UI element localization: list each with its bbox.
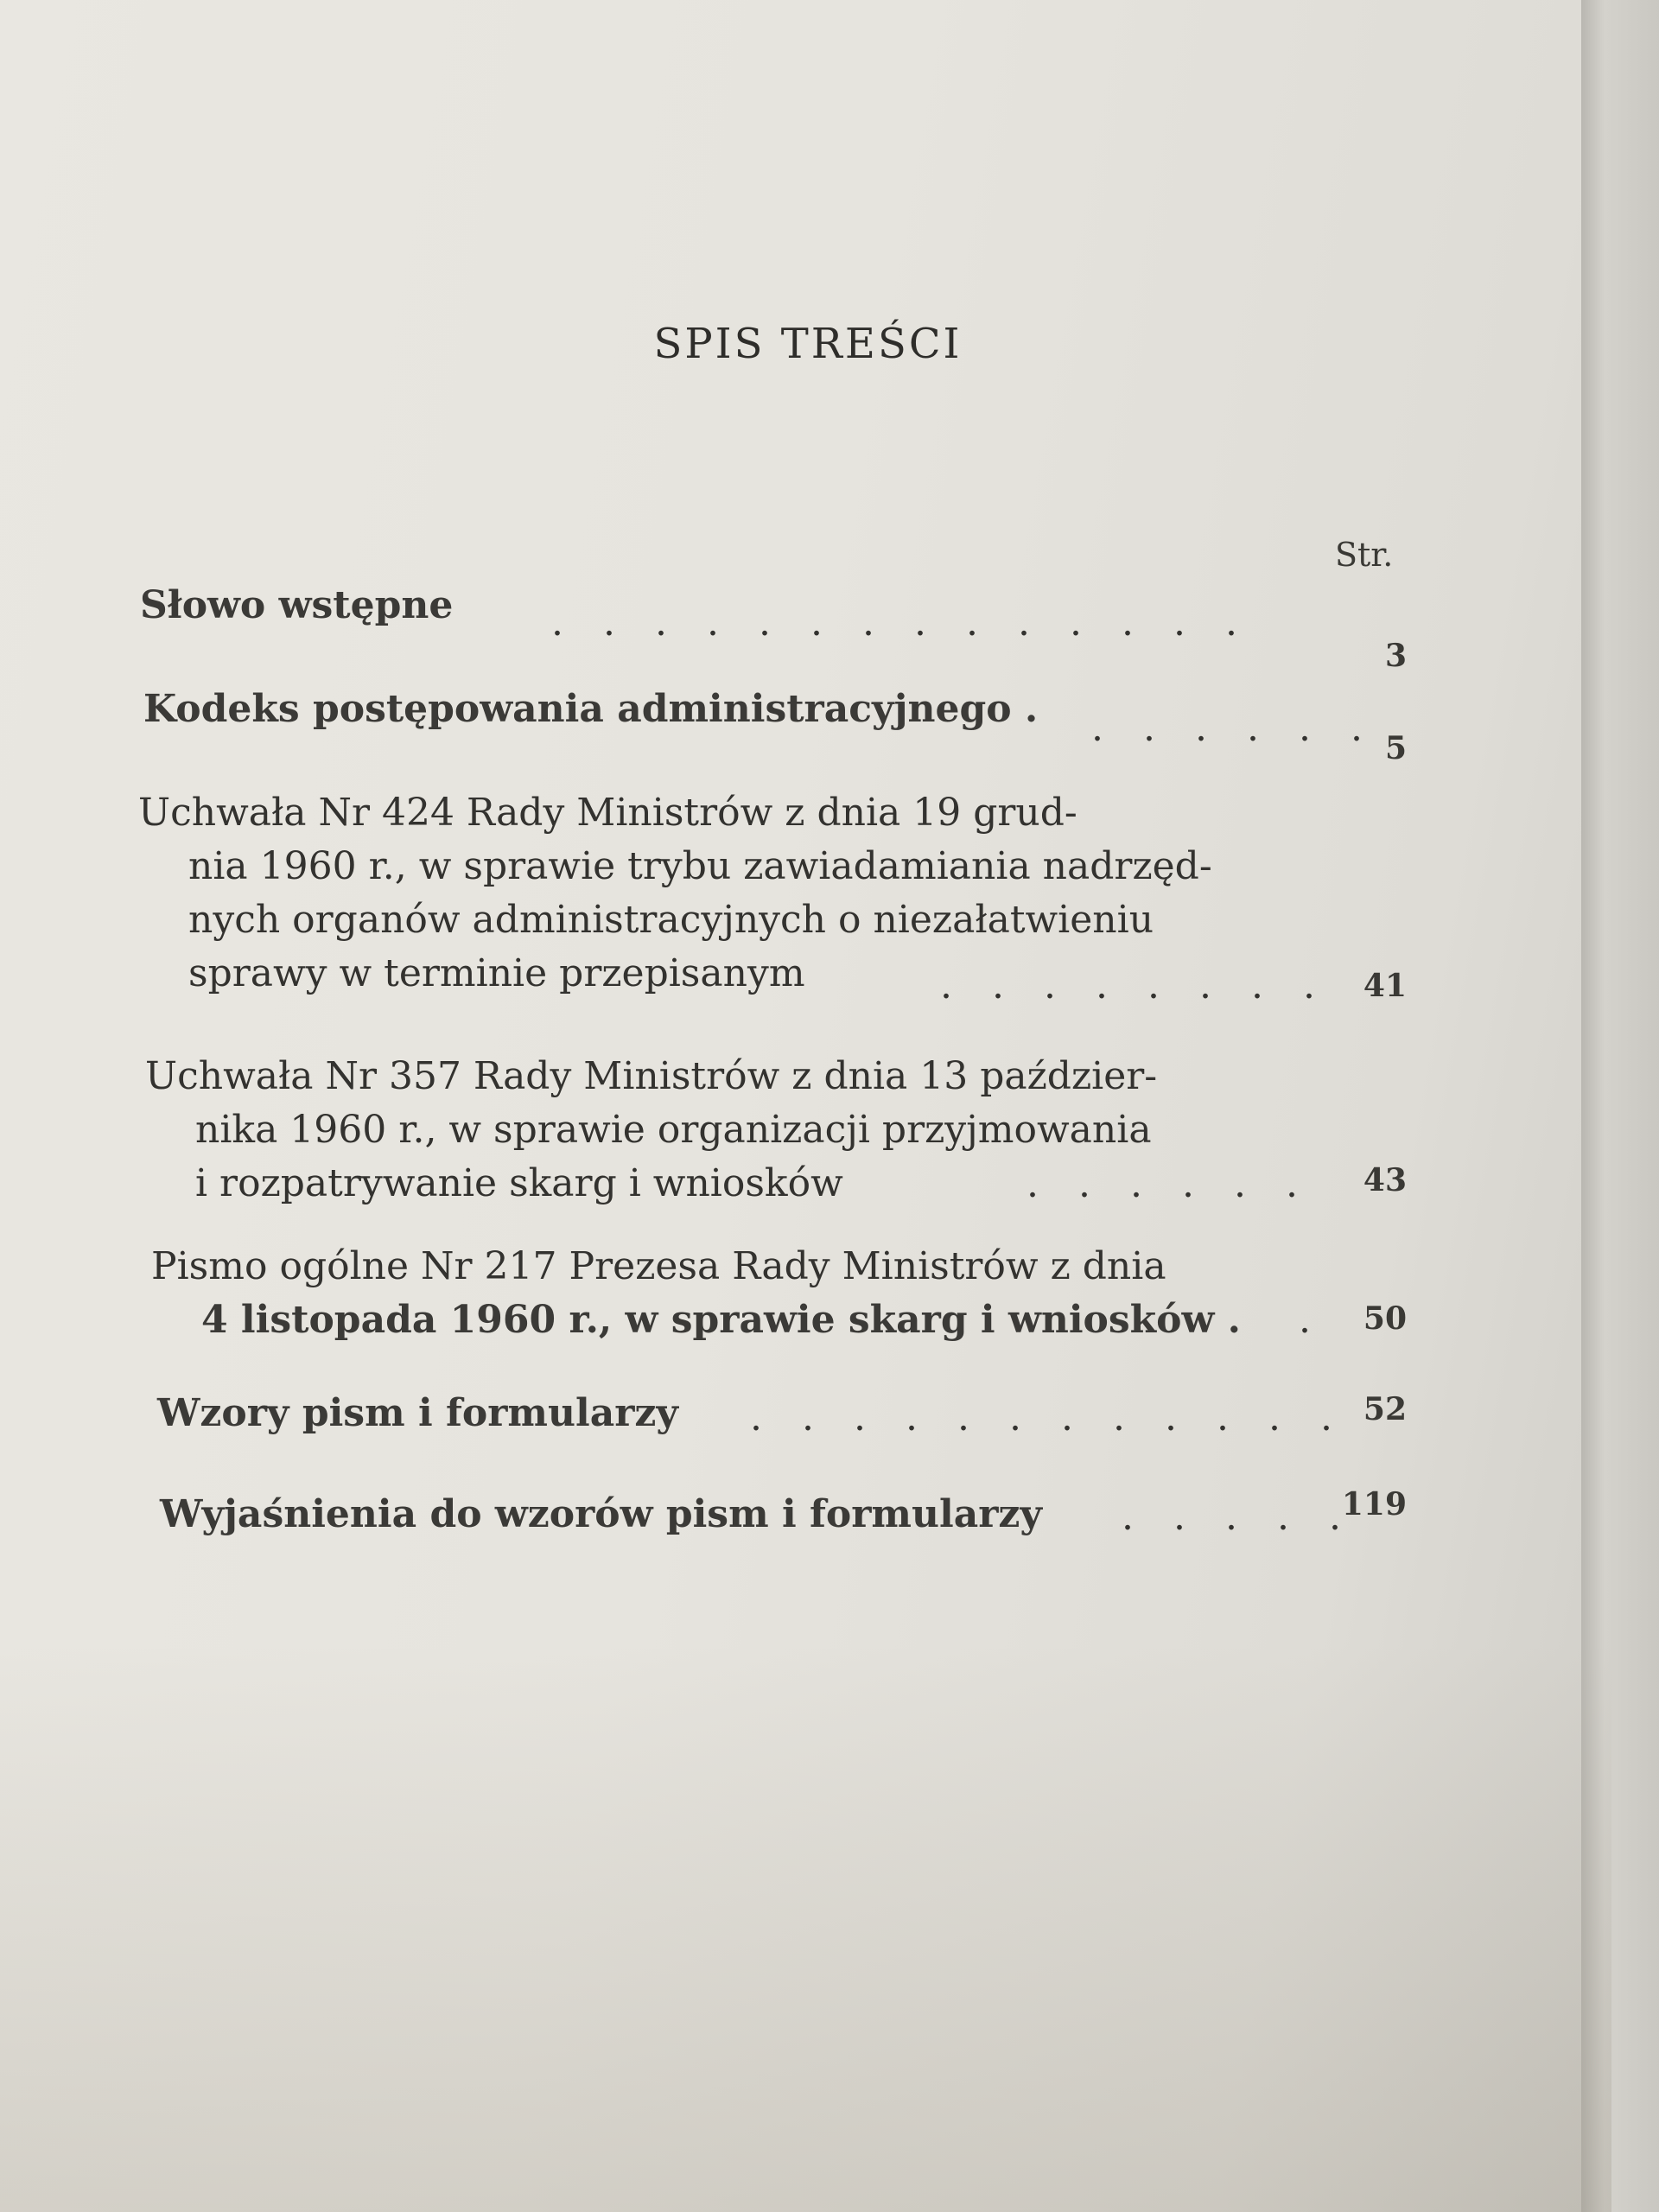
toc-entry-line: nika 1960 r., w sprawie organizacji przyjmowania <box>195 1108 1152 1152</box>
dot-leader: . . . . . . . . <box>940 963 1315 1007</box>
toc-entry-line: Pismo ogólne Nr 217 Prezesa Rady Ministrów z dnia <box>151 1244 1166 1288</box>
toc-page-number: 41 <box>1363 968 1407 1004</box>
toc-page-number: 52 <box>1363 1391 1407 1427</box>
toc-entry-kodeks <box>143 683 1038 736</box>
dot-leader: . . . . . . . . . . . . . . <box>551 601 1237 645</box>
toc-entry-slowo-wstepne <box>140 579 453 632</box>
toc-entry-line: nia 1960 r., w sprawie trybu zawiadamiania nadrzęd- <box>188 844 1212 888</box>
toc-entry-title: Wzory pism i formularzy <box>157 1391 678 1435</box>
toc-entry-title: Wyjaśnienia do wzorów pism i formularzy <box>160 1492 1042 1536</box>
toc-entry-line: nych organów administracyjnych o niezałatwieniu <box>188 898 1154 942</box>
toc-entry-line: Uchwała Nr 357 Rady Ministrów z dnia 13 paździer- <box>145 1054 1158 1098</box>
toc-page-number: 5 <box>1384 730 1407 766</box>
toc-entry-title: Kodeks postępowania administracyjnego . <box>143 687 1039 731</box>
page-title: SPIS TREŚCI <box>653 320 963 368</box>
toc-page-number: 119 <box>1341 1486 1407 1522</box>
toc-entry-line: sprawy w terminie przepisanym <box>188 951 805 995</box>
dot-leader: . . . . . . <box>1027 1162 1298 1206</box>
dot-leader: . <box>1299 1298 1311 1342</box>
page-column-label: Str. <box>1335 536 1394 574</box>
toc-entry-line: 4 listopada 1960 r., w sprawie skarg i wniosków . <box>201 1298 1241 1342</box>
dot-leader: . . . . . . . . . . . . <box>750 1395 1332 1440</box>
dot-leader: . . . . . <box>1122 1495 1341 1539</box>
toc-entry-title: Słowo wstępne <box>140 583 454 627</box>
toc-page-number: 50 <box>1363 1300 1407 1337</box>
toc-entry-wyjasnienia <box>160 1488 1042 1541</box>
toc-entry-uchwala-357 <box>145 1050 1157 1211</box>
toc-entry-line: i rozpatrywanie skarg i wniosków <box>195 1161 843 1205</box>
toc-entry-wzory-pism <box>157 1387 678 1440</box>
toc-page-number: 43 <box>1363 1162 1407 1198</box>
toc-page-number: 3 <box>1384 638 1407 674</box>
toc-entry-pismo-ogolne <box>151 1240 1241 1347</box>
dot-leader: . . . . . . <box>1091 706 1363 750</box>
toc-entry-line: Uchwała Nr 424 Rady Ministrów z dnia 19 grud- <box>138 791 1077 835</box>
